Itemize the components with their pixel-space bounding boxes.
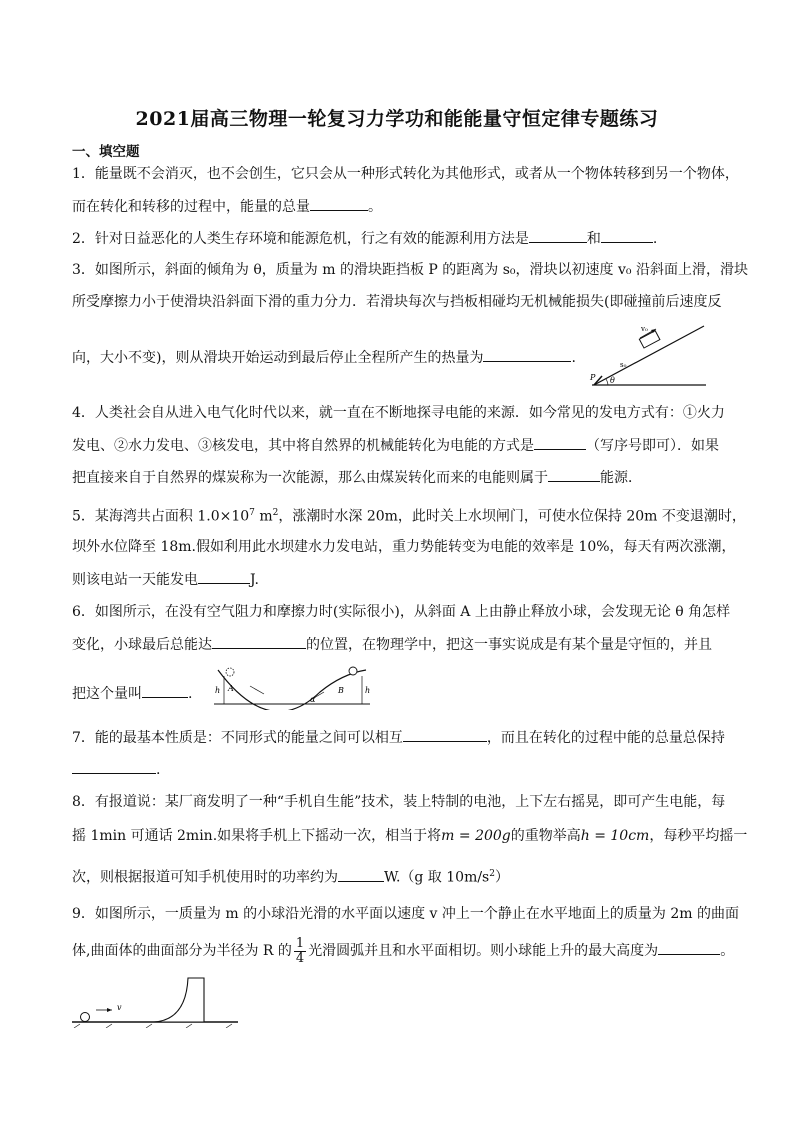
q6-b-label: B	[338, 686, 344, 695]
q8-text-d: 次，则根据报道可知手机使用时的功率约为	[72, 869, 338, 886]
velocity-arrowhead	[107, 1008, 112, 1012]
q5-text-c: 则该电站一天能发电	[72, 572, 198, 588]
q8-text-f: ）	[494, 869, 509, 886]
q6-line3	[72, 683, 192, 704]
q6-line2	[72, 634, 712, 655]
q8-height-formula: h = 10cm	[580, 828, 650, 844]
q8-line1: 8．有报道说：某厂商发明了一种“手机自生能”技术，装上特制的电池，上下左右摇晃，即可产生电能，每	[72, 794, 726, 810]
q6-alpha-label: α	[310, 695, 316, 704]
q3-line1: 3．如图所示，斜面的倾角为 θ，质量为 m 的滑块距挡板 P 的距离为 s₀，滑块以初速度 v₀ 沿斜面上滑，滑块	[72, 262, 748, 278]
q5-exponent: 7	[249, 508, 255, 518]
q6-answer-blank-1[interactable]	[212, 634, 306, 649]
q9-fraction-denominator: 4	[295, 950, 305, 966]
q1-text-b: 。	[368, 199, 382, 215]
q8-line2	[72, 826, 747, 846]
small-ball	[81, 1013, 90, 1022]
q3-text-b: .	[571, 350, 576, 366]
q6-text-c: 把这个量叫	[72, 686, 142, 702]
q9-v-label: v	[117, 1003, 122, 1012]
end-ball	[349, 667, 357, 675]
q2-text-a: 2．针对日益恶化的人类生存环境和能源危机，行之有效的能源利用方法是	[72, 231, 529, 247]
q2-text-c: .	[652, 231, 658, 247]
q6-text-d: .	[188, 686, 193, 702]
section-heading: 一、填空题	[72, 144, 140, 160]
q4-text-c: 把直接来自于自然界的煤炭称为一次能源，那么由煤炭转化而来的电能则属于	[72, 470, 548, 486]
q6-a-label: A	[228, 684, 234, 693]
q1-text-a: 而在转化和转移的过程中，能量的总量	[72, 199, 310, 215]
q8-answer-blank[interactable]	[338, 867, 384, 882]
q9-fraction	[294, 937, 306, 966]
q2-answer-blank-1[interactable]	[529, 228, 587, 243]
q5-text-d: J.	[250, 572, 259, 588]
hatch-1	[74, 1024, 80, 1028]
q3-incline-figure	[586, 318, 710, 390]
q7-answer-blank-2[interactable]	[72, 759, 156, 774]
q9-curved-body-figure	[72, 974, 240, 1028]
q3-p-label: P	[590, 373, 596, 382]
q2-answer-blank-2[interactable]	[601, 228, 653, 243]
q9-fraction-numerator: 1	[295, 935, 305, 951]
hatch-2	[106, 1024, 112, 1028]
q1-line1: 1．能量既不会消灭，也不会创生，它只会从一种形式转化为其他形式，或者从一个物体转移到另一个物体，	[72, 166, 739, 182]
q6-h-label-left: h	[215, 686, 221, 695]
q3-line2: 所受摩擦力小于使滑块沿斜面下滑的重力分力．若滑块每次与挡板相碰均无机械能损失(即碰撞前后速度反	[72, 294, 722, 310]
hatch-4	[186, 1024, 192, 1028]
q5-answer-blank[interactable]	[198, 569, 250, 584]
q5-unit-exponent: 2	[272, 508, 279, 518]
q3-v0-label: v₀	[641, 325, 648, 333]
q9-text-a: 体,曲面体的曲面部分为半径为 R 的	[72, 943, 292, 959]
q7-line2	[72, 759, 160, 780]
q5-text-b: ，涨潮时水深 20m，此时关上水坝闸门，可使水位保持 20m 不变退潮时，	[278, 508, 746, 525]
q8-text-a: 摇 1min 可通话 2min.如果将手机上下摇动一次，相当于将	[72, 828, 442, 844]
q4-text-d: 能源．	[600, 470, 642, 486]
q4-answer-blank-1[interactable]	[534, 435, 586, 450]
q5-text-a: 5．某海湾共占面积 1.0×10	[72, 508, 250, 525]
q9-text-b: 光滑圆弧并且和水平面相切。则小球能上升的最大高度为	[308, 943, 659, 959]
document-title: 2021届高三物理一轮复习力学功和能能量守恒定律专题练习	[135, 108, 659, 130]
q2-line	[72, 228, 657, 249]
q9-answer-blank[interactable]	[658, 940, 720, 955]
q4-line3	[72, 467, 642, 488]
q6-h-label-right: h	[365, 686, 371, 695]
motion-arrow	[250, 686, 264, 694]
q9-line2	[72, 934, 734, 968]
q9-text-c: 。	[720, 943, 735, 959]
q5-line1	[72, 503, 746, 527]
q7-answer-blank-1[interactable]	[403, 727, 487, 742]
q4-line1: 4．人类社会自从进入电气化时代以来，就一直在不断地探寻电能的来源．如今常见的发电方式有：①火力	[72, 405, 725, 421]
quarter-arc-body	[154, 978, 204, 1022]
q6-line1: 6．如图所示，在没有空气阻力和摩擦力时(实际很小)，从斜面 A 上由静止释放小球，会发现无论 θ 角怎样	[72, 604, 731, 620]
q6-text-a: 变化，小球最后总能达	[72, 637, 212, 653]
hatch-3	[146, 1024, 152, 1028]
q6-track-figure	[210, 662, 376, 710]
q4-line2	[72, 435, 719, 456]
q1-line2	[72, 196, 382, 217]
q7-line1	[72, 727, 725, 748]
q3-answer-blank[interactable]	[483, 347, 571, 362]
theta-arc	[606, 379, 608, 385]
q8-mass-formula: m = 200g	[441, 828, 511, 844]
q3-theta-label: θ	[610, 376, 615, 385]
start-ball	[226, 668, 234, 676]
q1-answer-blank[interactable]	[310, 196, 368, 211]
q9-line1: 9．如图所示，一质量为 m 的小球沿光滑的水平面以速度 v 冲上一个静止在水平地面上的质量为 2m 的曲面	[72, 906, 739, 922]
q4-text-a: 发电、②水力发电、③核发电，其中将自然界的机械能转化为电能的方式是	[72, 438, 534, 454]
q4-answer-blank-2[interactable]	[548, 467, 600, 482]
q8-text-b: 的重物举高	[510, 828, 581, 844]
q5-unit: m	[254, 508, 273, 525]
q3-line3	[72, 347, 576, 368]
q8-exponent: 2	[489, 869, 495, 879]
q4-text-b: （写序号即可）．如果	[586, 438, 719, 454]
q3-s0-label: s₀	[620, 361, 627, 369]
q6-text-b: 的位置，在物理学中，把这一事实说成是有某个量是守恒的，并且	[306, 637, 712, 653]
slider-block	[639, 331, 660, 348]
q2-text-b: 和	[586, 231, 601, 247]
q7-text-b: ，而且在转化的过程中能的总量总保持	[486, 730, 725, 746]
hatch-5	[226, 1024, 232, 1028]
q6-answer-blank-2[interactable]	[142, 683, 188, 698]
q8-line3	[72, 864, 509, 888]
q5-line2: 坝外水位降至 18m.假如利用此水坝建水力发电站，重力势能转变为电能的效率是 10%，每天有两次涨潮，	[72, 539, 736, 555]
q7-text-c: .	[156, 762, 161, 778]
q8-text-e: W.（g 取 10m/s	[384, 869, 490, 886]
q3-text-a: 向，大小不变)，则从滑块开始运动到最后停止全程所产生的热量为	[72, 350, 484, 366]
q5-line3	[72, 569, 259, 590]
q7-text-a: 7．能的最基本性质是：不同形式的能量之间可以相互	[72, 730, 403, 746]
q8-text-c: ，每秒平均摇一	[649, 828, 748, 844]
